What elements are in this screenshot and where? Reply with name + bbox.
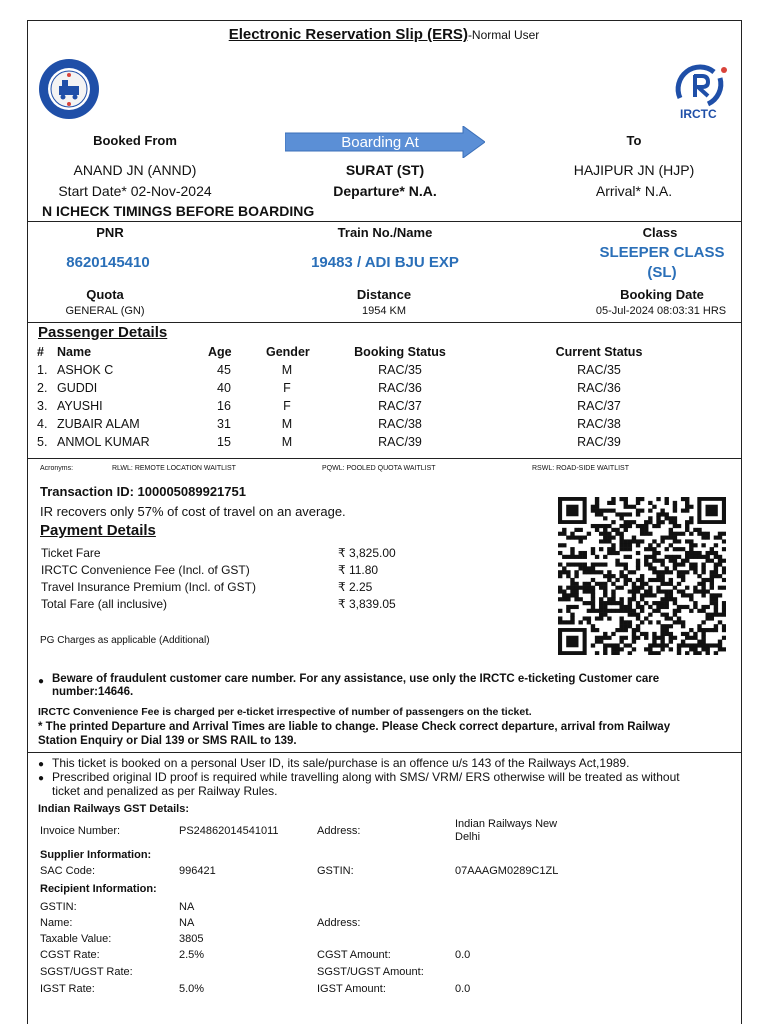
class-code: (SL)	[647, 264, 677, 281]
class-name: SLEEPER CLASS	[599, 244, 725, 261]
passenger-name: GUDDI	[57, 381, 98, 395]
row-num: 3.	[37, 399, 48, 413]
class-label: Class	[642, 225, 678, 240]
distance-label: Distance	[356, 287, 412, 302]
payment-details-title: Payment Details	[40, 522, 156, 539]
passenger-name: ASHOK C	[57, 363, 114, 377]
passenger-age: 45	[217, 363, 231, 377]
current-status: RAC/35	[577, 363, 621, 377]
cgst-amount-label: CGST Amount:	[317, 949, 391, 961]
col-header-age: Age	[208, 345, 232, 359]
row-num: 1.	[37, 363, 48, 377]
row-num: 2.	[37, 381, 48, 395]
col-header-gender: Gender	[266, 345, 310, 359]
quota-value: GENERAL (GN)	[65, 305, 145, 317]
to-label: To	[626, 133, 642, 148]
acronym-pqwl: PQWL: POOLED QUOTA WAITLIST	[322, 465, 436, 472]
igst-rate: 5.0%	[179, 983, 205, 995]
arrival-time: Arrival* N.A.	[595, 183, 673, 199]
divider	[27, 322, 742, 323]
current-status: RAC/36	[577, 381, 621, 395]
payment-label: IRCTC Convenience Fee (Incl. of GST)	[41, 563, 250, 577]
booking-status: RAC/37	[378, 399, 422, 413]
booking-date-value: 05-Jul-2024 08:03:31 HRS	[595, 305, 727, 317]
boarding-at-label: Boarding At	[341, 134, 419, 151]
qr-code-icon	[558, 497, 726, 655]
sgst-amount-label: SGST/UGST Amount:	[317, 966, 424, 978]
passenger-age: 15	[217, 435, 231, 449]
quota-label: Quota	[86, 287, 124, 302]
passenger-name: ZUBAIR ALAM	[57, 417, 140, 431]
cgst-rate: 2.5%	[179, 949, 205, 961]
booking-status: RAC/39	[378, 435, 422, 449]
from-station: ANAND JN (ANND)	[73, 162, 197, 178]
row-num: 4.	[37, 417, 48, 431]
col-header-booking-status: Booking Status	[354, 345, 446, 359]
booking-status: RAC/36	[378, 381, 422, 395]
recipient-address-label: Address:	[317, 917, 361, 929]
train-label: Train No./Name	[337, 225, 433, 240]
train-name: 19483 / ADI BJU EXP	[311, 254, 459, 271]
acronym-rswl: RSWL: ROAD-SIDE WAITLIST	[532, 465, 629, 472]
start-date: Start Date* 02-Nov-2024	[58, 183, 212, 199]
payment-label: Total Fare (all inclusive)	[41, 597, 168, 611]
igst-rate-label: IGST Rate:	[40, 983, 95, 995]
timings-notice-enquiry: Station Enquiry or Dial 139 or SMS RAIL to 139.	[38, 735, 297, 747]
irctc-logo-text: IRCTC	[680, 107, 717, 121]
taxable-value: 3805	[179, 933, 204, 945]
cgst-rate-label: CGST Rate:	[40, 949, 100, 961]
irctc-logo-icon	[668, 64, 732, 108]
ers-title: Electronic Reservation Slip (ERS)-Normal User	[228, 26, 540, 43]
passenger-name: ANMOL KUMAR	[57, 435, 150, 449]
recipient-gstin-label: GSTIN:	[40, 901, 77, 913]
pg-charges-note: PG Charges as applicable (Additional)	[40, 635, 210, 646]
terms-item-1: This ticket is booked on a personal User ID, its sale/purchase is an offence u/s 143 of the Railways Act,1989.	[52, 756, 630, 770]
acronyms-label: Acronyms:	[40, 465, 74, 472]
cgst-amount: 0.0	[455, 949, 471, 961]
col-header-num: #	[37, 345, 44, 359]
sgst-rate-label: SGST/UGST Rate:	[40, 966, 133, 978]
gst-section-title: Indian Railways GST Details:	[38, 803, 189, 815]
divider	[27, 221, 742, 222]
distance-value: 1954 KM	[361, 305, 407, 317]
address-value: Indian Railways New	[455, 818, 558, 830]
timings-notice: * The printed Departure and Arrival Times are liable to change. Please Check correct departure, arrival from Railway	[38, 721, 671, 733]
col-header-name: Name	[57, 345, 92, 359]
check-timings-note: N ICHECK TIMINGS BEFORE BOARDING	[42, 203, 315, 219]
address-label: Address:	[317, 825, 361, 837]
convenience-fee-note: IRCTC Convenience Fee is charged per e-ticket irrespective of number of passengers on the ticket.	[38, 706, 532, 718]
invoice-label: Invoice Number:	[40, 825, 121, 837]
recipient-name: NA	[179, 917, 195, 929]
sac-label: SAC Code:	[40, 865, 96, 877]
passenger-name: AYUSHI	[57, 399, 103, 413]
booking-date-label: Booking Date	[620, 287, 704, 302]
pnr-label: PNR	[96, 225, 124, 240]
bullet-icon: ●	[38, 676, 45, 687]
passenger-gender: F	[283, 399, 291, 413]
boarding-station: SURAT (ST)	[345, 162, 425, 178]
booked-from-label: Booked From	[93, 133, 177, 148]
recovery-note: IR recovers only 57% of cost of travel on an average.	[40, 504, 346, 519]
departure-time: Departure* N.A.	[333, 183, 437, 199]
recipient-info-title: Recipient Information:	[40, 883, 157, 895]
recipient-gstin: NA	[179, 901, 195, 913]
beware-notice-number: number:14646.	[52, 686, 134, 698]
booking-status: RAC/35	[378, 363, 422, 377]
passenger-details-title: Passenger Details	[38, 324, 168, 341]
terms-item-2: Prescribed original ID proof is required while travelling along with SMS/ VRM/ ERS otherwise will be treated as without	[52, 770, 680, 784]
supplier-info-title: Supplier Information:	[40, 849, 152, 861]
payment-value: ₹ 3,825.00	[338, 546, 396, 560]
current-status: RAC/37	[577, 399, 621, 413]
passenger-age: 40	[217, 381, 231, 395]
address-value-cont: Delhi	[455, 831, 481, 843]
passenger-gender: M	[281, 363, 293, 377]
current-status: RAC/38	[577, 417, 621, 431]
passenger-gender: M	[281, 435, 293, 449]
invoice-number: PS24862014541011	[179, 825, 279, 837]
payment-label: Travel Insurance Premium (Incl. of GST)	[41, 580, 256, 594]
booking-status: RAC/38	[378, 417, 422, 431]
recipient-name-label: Name:	[40, 917, 73, 929]
igst-amount: 0.0	[455, 983, 471, 995]
terms-item-2-cont: ticket and penalized as per Railway Rules.	[52, 784, 278, 798]
current-status: RAC/39	[577, 435, 621, 449]
passenger-age: 31	[217, 417, 231, 431]
payment-value: ₹ 2.25	[338, 580, 373, 594]
acronym-rlwl: RLWL: REMOTE LOCATION WAITLIST	[112, 465, 236, 472]
indian-railways-emblem-icon	[38, 58, 100, 120]
divider	[27, 458, 742, 459]
bullet-icon: ●	[38, 773, 45, 784]
pnr-number: 8620145410	[66, 254, 150, 271]
divider	[27, 752, 742, 753]
igst-amount-label: IGST Amount:	[317, 983, 386, 995]
passenger-gender: F	[283, 381, 291, 395]
supplier-gstin: 07AAAGM0289C1ZL	[455, 865, 559, 877]
transaction-id: Transaction ID: 100005089921751	[40, 484, 246, 499]
payment-value: ₹ 11.80	[338, 563, 379, 577]
to-station: HAJIPUR JN (HJP)	[573, 162, 695, 178]
supplier-gstin-label: GSTIN:	[317, 865, 354, 877]
beware-notice: Beware of fraudulent customer care number. For any assistance, use only the IRCTC e-ticketing Customer care	[52, 673, 660, 685]
col-header-current-status: Current Status	[555, 345, 643, 359]
taxable-value-label: Taxable Value:	[40, 933, 112, 945]
payment-value: ₹ 3,839.05	[338, 597, 396, 611]
row-num: 5.	[37, 435, 48, 449]
passenger-age: 16	[217, 399, 231, 413]
bullet-icon: ●	[38, 759, 45, 770]
payment-label: Ticket Fare	[41, 546, 101, 560]
passenger-gender: M	[281, 417, 293, 431]
sac-code: 996421	[179, 865, 216, 877]
